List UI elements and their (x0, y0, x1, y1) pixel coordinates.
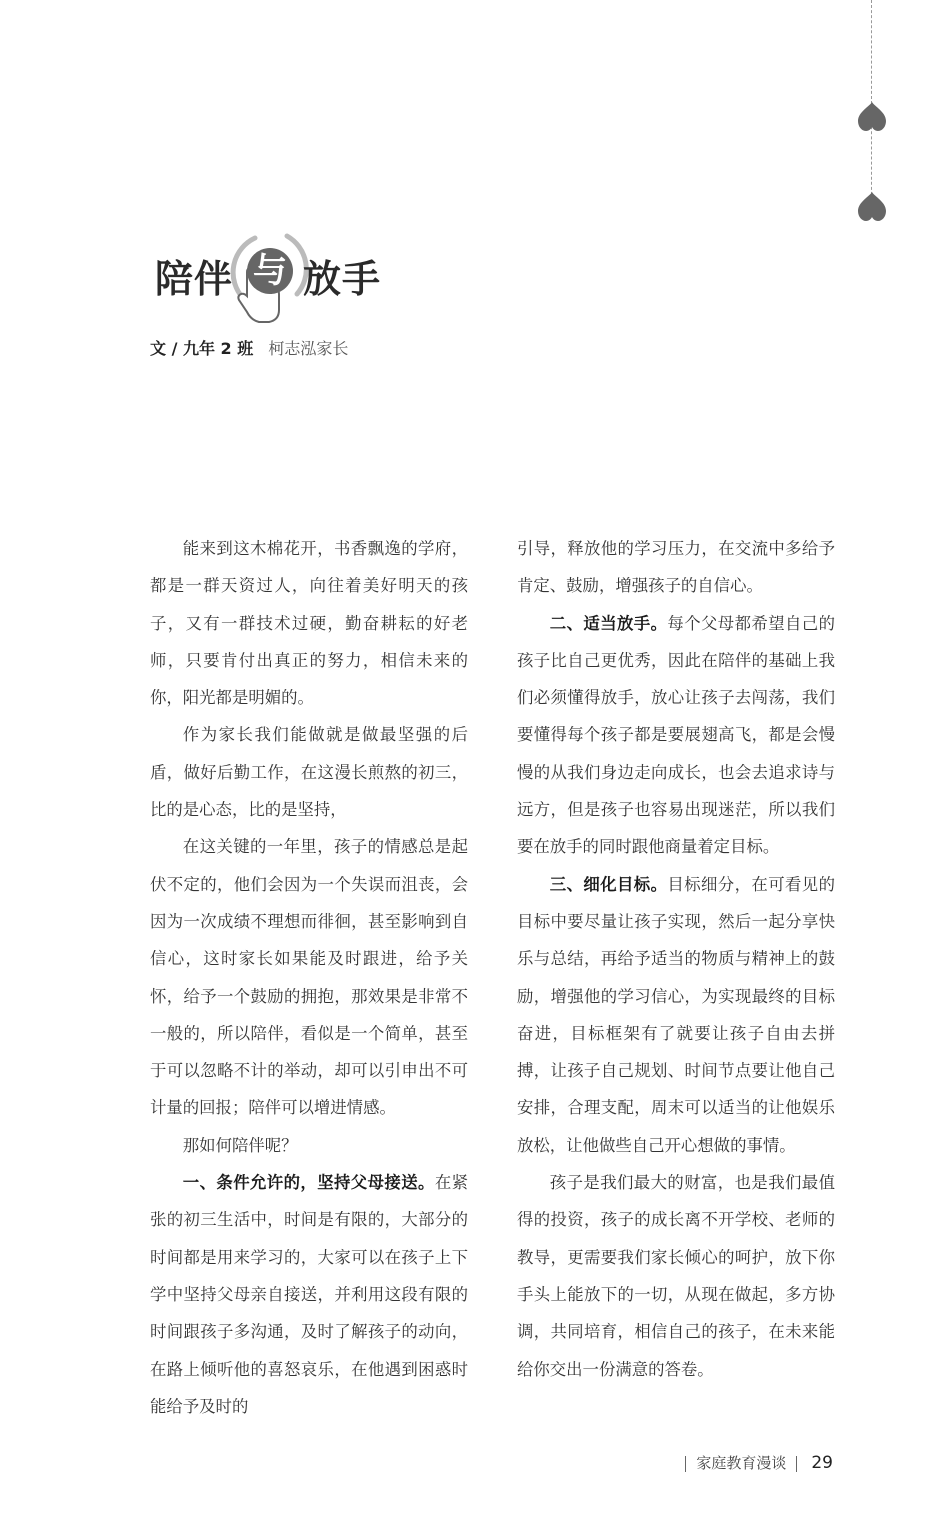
title-part-left: 陪伴 (155, 257, 234, 301)
paragraph (517, 605, 835, 866)
paragraph-body: 每个父母都希望自己的孩子比自己更优秀，因此在陪伴的基础上我们必须懂得放手，放心让孩子去闯荡，我们要懂得每个孩子都是要展翅高飞，都是会慢慢的从我们身边走向成长，也会去追求诗与远方，但是孩子也容易出现迷茫，所以我们要在放手的同时跟他商量着定目标。 (517, 613, 836, 857)
section-heading: 二、适当放手。 (549, 613, 668, 633)
paragraph-body: 目标细分，在可看见的目标中要尽量让孩子实现，然后一起分享快乐与总结，再给予适当的物质与精神上的鼓励，增强他的学习信心，为实现最终的目标奋进，目标框架有了就要让孩子自由去拼搏，让孩子自己规划、时间节点要让他自己安排，合理支配，周末可以适当的让他娱乐放松，让他做些自己开心想做的事情。 (517, 874, 836, 1155)
divider (685, 1456, 686, 1472)
paragraph-body: 在紧张的初三生活中，时间是有限的，大部分的时间都是用来学习的，大家可以在孩子上下学中坚持父母亲自接送，并利用这段有限的时间跟孩子多沟通，及时了解孩子的动向，在路上倾听他的喜怒哀乐，在他遇到困惑时能给予及时的 (150, 1173, 469, 1416)
divider (796, 1456, 797, 1472)
left-column (150, 530, 468, 1425)
paragraph: 引导，释放他的学习压力，在交流中多给予肯定、鼓励，增强孩子的自信心。 (517, 539, 835, 596)
article-title (155, 228, 415, 338)
paragraph (150, 1164, 468, 1425)
byline-class: 文 / 九年 2 班 (150, 339, 254, 358)
section-heading: 三、细化目标。 (549, 874, 668, 894)
paragraph: 能来到这木棉花开，书香飘逸的学府，都是一群天资过人，向往着美好明天的孩子，又有一群技术过硬，勤奋耕耘的好老师，只要肯付出真正的努力，相信未来的你，阳光都是明媚的。 (150, 539, 468, 708)
section-heading: 一、条件允许的，坚持父母接送。 (182, 1173, 435, 1193)
paragraph: 在这关键的一年里，孩子的情感总是起伏不定的，他们会因为一个失误而沮丧，会因为一次成绩不理想而徘徊，甚至影响到自信心，这时家长如果能及时跟进，给予关怀，给予一个鼓励的拥抱，那效果是非常不一般的，所以陪伴，看似是一个简单，甚至于可以忽略不计的举动，却可以引申出不可计量的回报；陪伴可以增进情感。 (150, 837, 468, 1118)
heart-icon (858, 100, 886, 132)
byline-author: 柯志泓家长 (268, 339, 349, 358)
page-footer (675, 1452, 833, 1473)
byline (150, 336, 348, 359)
footer-section-name: 家庭教育漫谈 (696, 1454, 787, 1472)
title-connector: 与 (247, 248, 293, 294)
page-number: 29 (811, 1453, 833, 1473)
paragraph: 作为家长我们能做就是做最坚强的后盾，做好后勤工作，在这漫长煎熬的初三，比的是心态，比的是坚持， (150, 725, 468, 820)
heart-icon (858, 190, 886, 222)
right-column (517, 530, 835, 1388)
paragraph: 那如何陪伴呢？ (182, 1135, 298, 1155)
title-part-right: 放手 (303, 257, 382, 301)
paragraph (517, 866, 835, 1164)
paragraph: 孩子是我们最大的财富，也是我们最值得的投资，孩子的成长离不开学校、老师的教导，更需要我们家长倾心的呵护，放下你手头上能放下的一切，从现在做起，多方协调，共同培育，相信自己的孩子，在未来能给你交出一份满意的答卷。 (517, 1173, 835, 1379)
